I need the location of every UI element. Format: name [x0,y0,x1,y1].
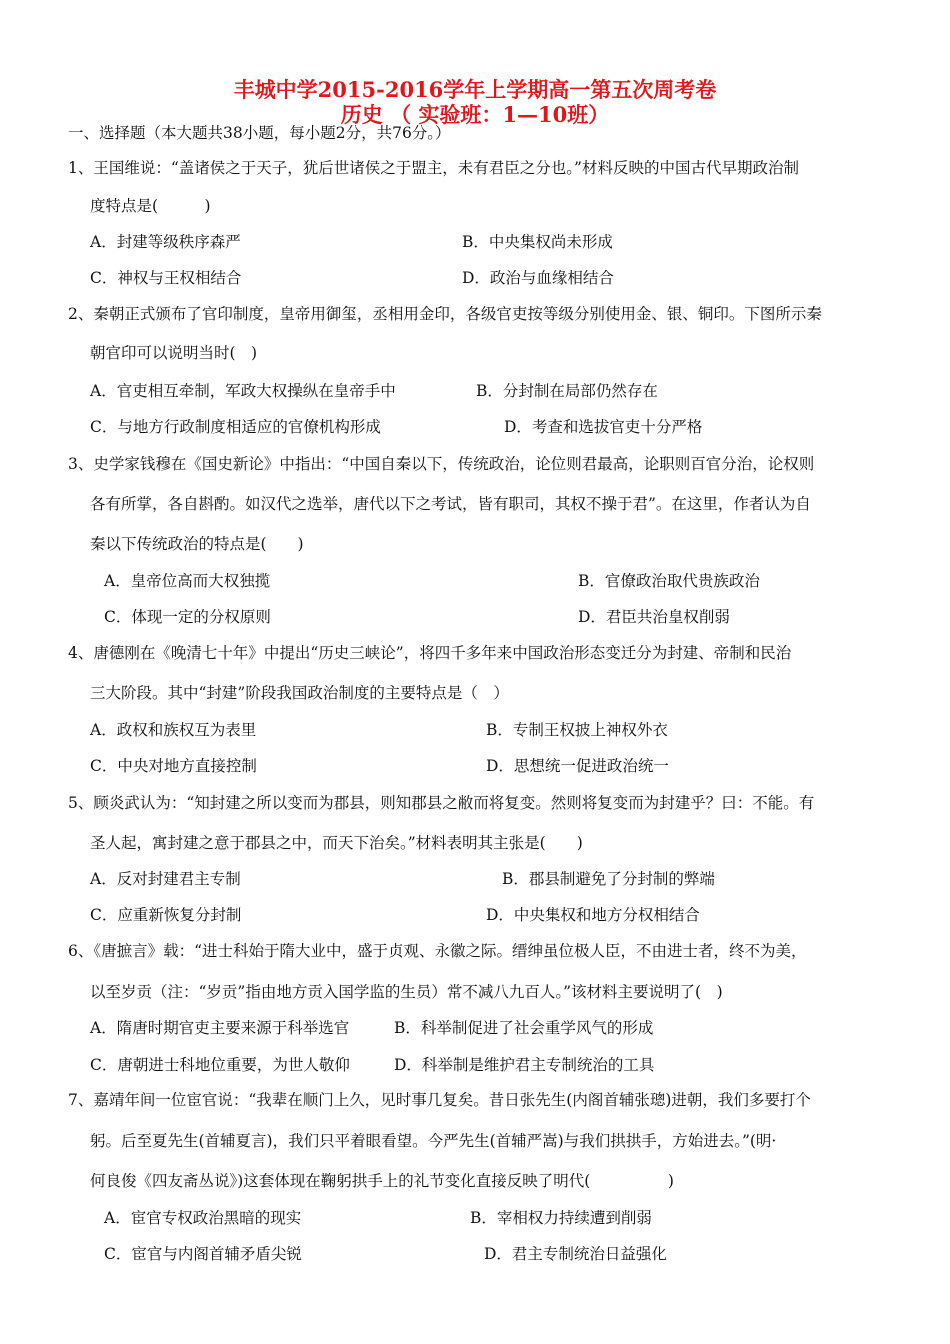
question-text: 3、史学家钱穆在《国史新论》中指出：“中国自秦以下，传统政治，论位则君最高，论职则百官分治，论权则 [68,455,815,473]
question-text: 各有所掌，各自斟酌。如汉代之选举，唐代以下之考试，皆有职司，其权不操于君”。在这里，作者认为自 [90,495,811,513]
section-heading: 一、选择题（本大题共38小题，每小题2分，共76分。） [68,124,451,142]
option-a: A．政权和族权互为表里 [90,721,257,739]
question-text: 圣人起，寓封建之意于郡县之中，而天下治矣。”材料表明其主张是( ) [90,834,583,852]
question-text: 三大阶段。其中“封建”阶段我国政治制度的主要特点是（ ） [90,684,509,702]
question-text: 躬。后至夏先生(首辅夏言)，我们只平着眼看望。今严先生(首辅严嵩)与我们拱拱手，方始进去。”(明· [90,1132,777,1150]
option-b: B．宰相权力持续遭到削弱 [470,1209,652,1227]
option-a: A．隋唐时期官吏主要来源于科举选官 [90,1019,350,1037]
option-a: A．反对封建君主专制 [90,870,241,888]
option-d: D．思想统一促进政治统一 [486,757,669,775]
option-b: B．专制王权披上神权外衣 [486,721,668,739]
question-text: 2、秦朝正式颁布了官印制度，皇帝用御玺，丞相用金印，各级官吏按等级分别使用金、银、铜印。下图所示秦 [68,305,822,323]
question-text: 6、《唐摭言》载：“进士科始于隋大业中，盛于贞观、永徽之际。缙绅虽位极人臣，不由进士者，终不为美， [68,942,807,960]
option-a: A．宦官专权政治黑暗的现实 [104,1209,302,1227]
option-c: C．唐朝进士科地位重要，为世人敬仰 [90,1056,350,1074]
option-a: A．皇帝位高而大权独揽 [104,572,271,590]
option-d: D．考查和选拔官吏十分严格 [504,418,703,436]
question-text: 以至岁贡（注：“岁贡”指由地方贡入国学监的生员）常不减八九百人。”该材料主要说明了( ) [90,983,723,1001]
question-text: 7、嘉靖年间一位宦官说：“我辈在顺门上久，见时事几复矣。昔日张先生(内阁首辅张璁)进朝，我们多要打个 [68,1091,811,1109]
question-text: 度特点是( ) [90,197,211,215]
exam-subtitle: 历史 （ 实验班：1—10班） [340,102,610,127]
option-d: D．科举制是维护君主专制统治的工具 [394,1056,655,1074]
option-c: C．中央对地方直接控制 [90,757,257,775]
exam-title: 丰城中学2015-2016学年上学期高一第五次周考卷 [233,77,717,102]
option-b: B．郡县制避免了分封制的弊端 [502,870,715,888]
option-a: A．官吏相互牵制，军政大权操纵在皇帝手中 [90,382,396,400]
option-d: D．君主专制统治日益强化 [484,1245,667,1263]
option-b: B．分封制在局部仍然存在 [476,382,658,400]
question-text: 何良俊《四友斋丛说》)这套体现在鞠躬拱手上的礼节变化直接反映了明代( ) [90,1172,674,1190]
question-text: 朝官印可以说明当时( ) [90,344,258,362]
question-text: 5、顾炎武认为：“知封建之所以变而为郡县，则知郡县之敝而将复变。然则将复变而为封建乎？曰：不能。有 [68,794,815,812]
option-d: D．中央集权和地方分权相结合 [486,906,700,924]
question-text: 4、唐德刚在《晚清七十年》中提出“历史三峡论”，将四千多年来中国政治形态变迁分为封建、帝制和民治 [68,644,792,662]
option-c: C．应重新恢复分封制 [90,906,242,924]
option-c: C．神权与王权相结合 [90,269,242,287]
question-text: 1、王国维说：“盖诸侯之于天子，犹后世诸侯之于盟主，未有君臣之分也。”材料反映的中国古代早期政治制 [68,159,799,177]
option-c: C．与地方行政制度相适应的官僚机构形成 [90,418,381,436]
option-a: A．封建等级秩序森严 [90,233,241,251]
option-d: D．君臣共治皇权削弱 [578,608,730,626]
question-text: 秦以下传统政治的特点是( ) [90,535,304,553]
option-b: B．科举制促进了社会重学风气的形成 [394,1019,654,1037]
option-d: D．政治与血缘相结合 [462,269,614,287]
option-c: C．宦官与内阁首辅矛盾尖锐 [104,1245,302,1263]
option-b: B．中央集权尚未形成 [462,233,613,251]
option-b: B．官僚政治取代贵族政治 [578,572,760,590]
option-c: C．体现一定的分权原则 [104,608,271,626]
